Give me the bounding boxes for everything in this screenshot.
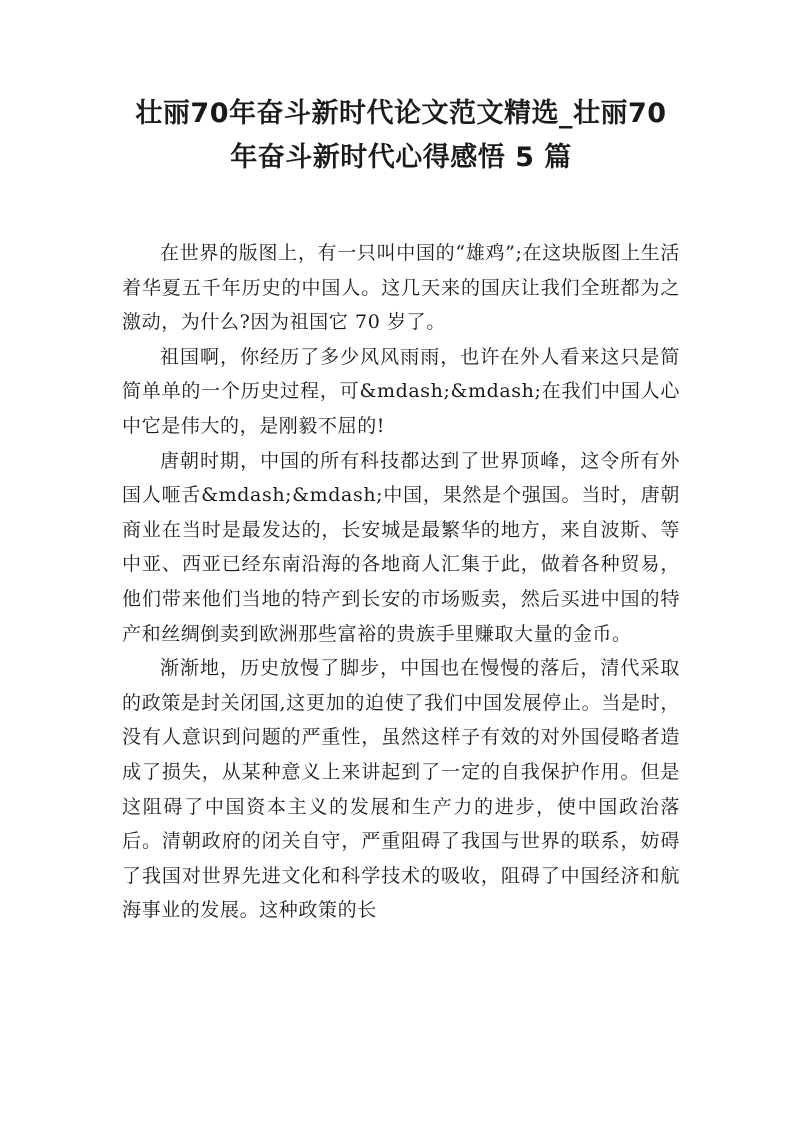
- paragraph-3: 唐朝时期，中国的所有科技都达到了世界顶峰，这令所有外国人咂舌&mdash;&mdash;中国，果然是个强国。当时，唐朝商业在当时是最发达的，长安城是最繁华的地方，来自波斯、等中亚、西亚已经东南沿海的各地商人汇集于此，做着各种贸易，他们带来他们当地的特产到长安的市场贩卖，然后买进中国的特产和丝绸倒卖到欧洲那些富裕的贵族手里赚取大量的金币。: [122, 449, 680, 645]
- paragraph-2: 祖国啊，你经历了多少风风雨雨，也许在外人看来这只是简简单单的一个历史过程，可&mdash;&mdash;在我们中国人心中它是伟大的，是刚毅不屈的!: [122, 345, 680, 437]
- title-line-1: 壮丽70年奋斗新时代论文范文精选_壮丽70: [135, 98, 667, 129]
- paragraph-1: 在世界的版图上，有一只叫中国的“雄鸡”;在这块版图上生活着华夏五千年历史的中国人。这几天来的国庆让我们全班都为之激动，为什么?因为祖国它 70 岁了。: [122, 242, 680, 334]
- title-line-2: 年奋斗新时代心得感悟 5 篇: [230, 142, 572, 173]
- document-title: [122, 92, 680, 180]
- paragraph-4: 渐渐地，历史放慢了脚步，中国也在慢慢的落后，清代采取的政策是封关闭国,这更加的迫使了我们中国发展停止。当是时，没有人意识到问题的严重性，虽然这样子有效的对外国侵略者造成了损失，从某种意义上来讲起到了一定的自我保护作用。但是这阻碍了中国资本主义的发展和生产力的进步，使中国政治落后。清朝政府的闭关自守，严重阻碍了我国与世界的联系，妨碍了我国对世界先进文化和科学技术的吸收，阻碍了中国经济和航海事业的发展。这种政策的长: [122, 657, 680, 922]
